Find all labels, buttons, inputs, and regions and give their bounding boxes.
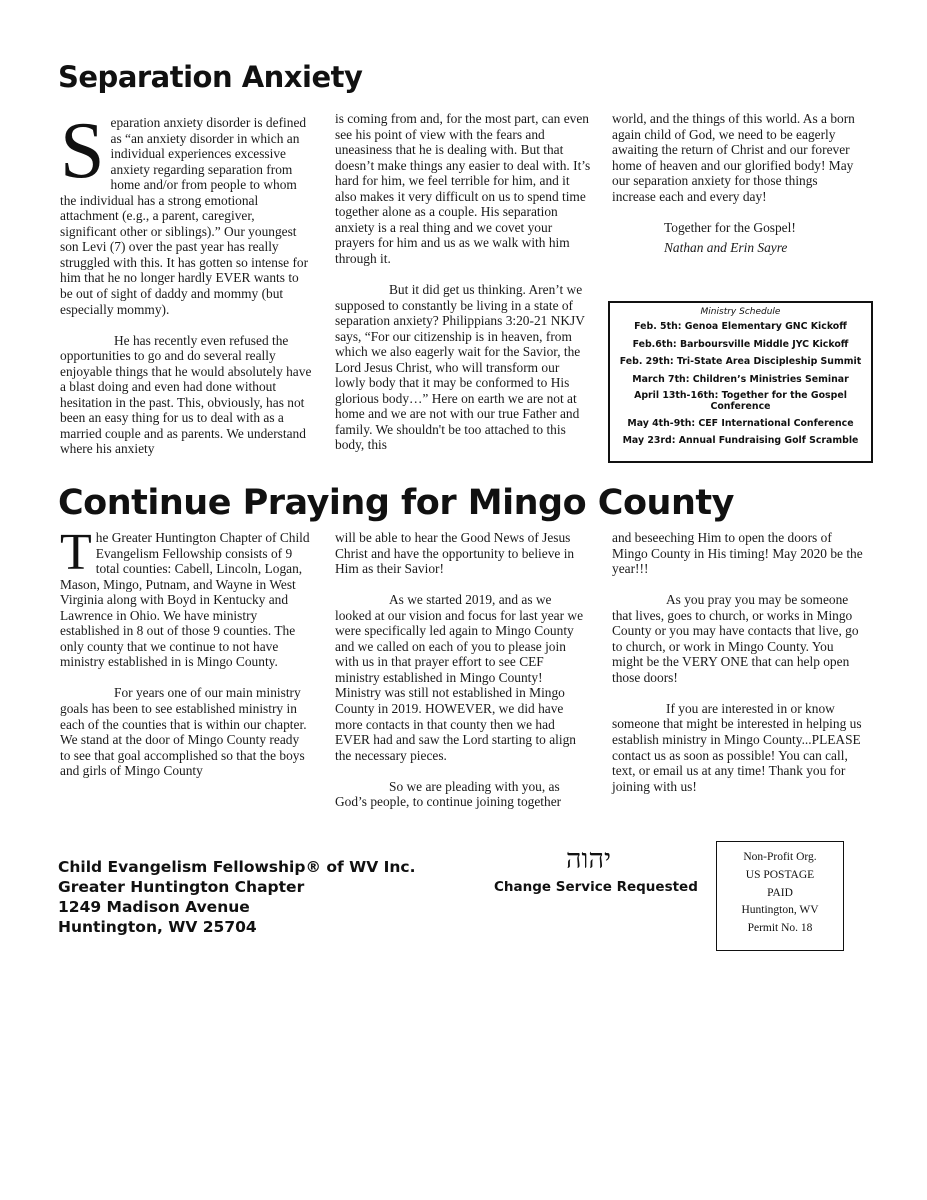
closing-line: Together for the Gospel! [664,219,796,235]
article2-paragraph-2: For years one of our main ministry goals has been to see established ministry in each of the counties that is within our chapter. We stand at the door of Mingo County ready to see that goal accomplished so that the boys and girls of Mingo County [60,685,307,779]
article2-column-3 [612,530,864,794]
article2-paragraph-6: and beseeching Him to open the doors of Mingo County in His timing! May 2020 be the year!!! [612,530,863,577]
article2-column-2 [335,530,591,810]
schedule-item: Feb. 5th: Genoa Elementary GNC Kickoff [634,321,847,332]
article1-paragraph-3: is coming from and, for the most part, can even see his point of view with the fears and uneasiness that he is dealing with. But that doesn’t make things any easier to deal with. It’s hard for him, we feel terrible for him, and it also makes it very difficult on us to spend time together alone as a couple. His separation anxiety is a real thing and we covet your prayers for him and us as we walk with him through it. [335,111,591,266]
article1-paragraph-1-text: eparation anxiety disorder is defined as “an anxiety disorder in which an individual experiences excessive anxiety regarding separation from home and/or from people to whom the individual has a strong emotional attachment (e.g., a parent, caregiver, significant other or siblings).” Our youngest son Levi (7) over the past year has really struggled with this. It has gotten so intense for him that he no longer hardly EVER wants to be out of sight of daddy and mommy (but especially mommy). [60,115,309,317]
postage-line: US POSTAGE [745,868,815,881]
article2-column-1 [60,524,312,779]
article1-column-1 [60,107,312,457]
schedule-item: March 7th: Children’s Ministries Seminar [632,373,849,385]
article1-column-2 [335,111,591,453]
postage-line: Huntington, WV [741,904,819,917]
schedule-title: Ministry Schedule [700,307,781,317]
article2-paragraph-8: If you are interested in or know someone that might be interested in helping us establish ministry in Mingo County...PLEASE contact us as soon as possible! You can call, text, or email us at any time! Thank you for joining with us! [612,700,862,794]
return-address [58,857,416,937]
article1-column-3 [612,111,864,256]
address-line: Greater Huntington Chapter [58,878,305,896]
postage-line: PAID [767,886,793,899]
schedule-item: April 13th-16th: Together for the Gospel Conference [634,390,847,412]
schedule-item: May 23rd: Annual Fundraising Golf Scramble [622,435,859,446]
schedule-item: Feb.6th: Barboursville Middle JYC Kickoff [632,338,849,350]
article2-paragraph-4: As we started 2019, and as we looked at our vision and focus for last year we were specifically led again to Mingo County and we called on each of you to please join with us in that prayer effort to see CEF ministry established in Mingo County! Ministry was still not established in Mingo County in 2019. HOWEVER, we did have more contacts in that county then we had EVER had and saw the Lord starting to align the necessary pieces. [335,592,584,763]
article1-paragraph-1 [60,107,312,317]
article2-paragraph-3: will be able to hear the Good News of Jesus Christ and have the opportunity to believe in Him as their Savior! [335,530,575,577]
article-title-separation-anxiety: Separation Anxiety [58,60,363,94]
address-line: 1249 Madison Avenue [58,898,250,916]
article2-paragraph-7: As you pray you may be someone that lives, goes to church, or works in Mingo County or you may have contacts that live, go to church, or work in Mingo County. You might be the VERY ONE that can help open those doors! [612,592,859,685]
schedule-item: May 4th-9th: CEF International Conference [627,417,854,429]
signature-line: Nathan and Erin Sayre [664,240,788,256]
article2-paragraph-1 [60,524,312,670]
ministry-schedule-box [608,301,873,463]
postage-line: Permit No. 18 [747,922,813,935]
schedule-item: Feb. 29th: Tri-State Area Discipleship Summit [619,356,862,367]
article2-paragraph-1-text: he Greater Huntington Chapter of Child Evangelism Fellowship consists of 9 total counties: Cabell, Lincoln, Logan, Mason, Mingo, Putnam, and Wayne in West Virginia along with Boyd in Kentucky and Lawrence in Ohio. We have ministry established in 8 out of those 9 counties. The only county that we continue to not have ministry established in is Mingo County. [60,530,310,670]
article1-paragraph-2: He has recently even refused the opportunities to go and do several really enjoyable things that he would absolutely have a blast doing and even had done without hesitation in the past. This, obviously, has not been an easy thing for us to deal with as a married couple and as parents. We understand where his anxiety [60,332,312,457]
article1-paragraph-5: world, and the things of this world. As a born again child of God, we need to be eagerly awaiting the return of Christ and our forever home of heaven and our glorified body! May our separation anxiety for those things increase each and every day! [612,111,855,204]
address-line: Child Evangelism Fellowship® of WV Inc. [58,858,416,876]
article-title-mingo-county: Continue Praying for Mingo County [58,483,734,523]
article1-paragraph-4: But it did get us thinking. Aren’t we supposed to constantly be living in a state of separation anxiety? Philippians 3:20-21 NKJV says, “For our citizenship is in heaven, from which we also eagerly wait for the Savior, the Lord Jesus Christ, who will transform our lowly body that it may be conformed to His glorious body…” Here on earth we are not at home and we are not with our true Father and family. We shouldn't be too attached to this body, this [335,281,585,453]
hebrew-tetragrammaton: יהוה [566,844,612,875]
dropcap-letter: S [60,107,105,195]
dropcap-letter: T [60,524,92,581]
change-service-requested: Change Service Requested [494,879,698,895]
article2-paragraph-5: So we are pleading with you, as God’s people, to continue joining together [335,778,562,810]
postage-line: Non-Profit Org. [743,851,817,863]
postage-permit-box [716,841,844,951]
address-line: Huntington, WV 25704 [58,918,257,936]
